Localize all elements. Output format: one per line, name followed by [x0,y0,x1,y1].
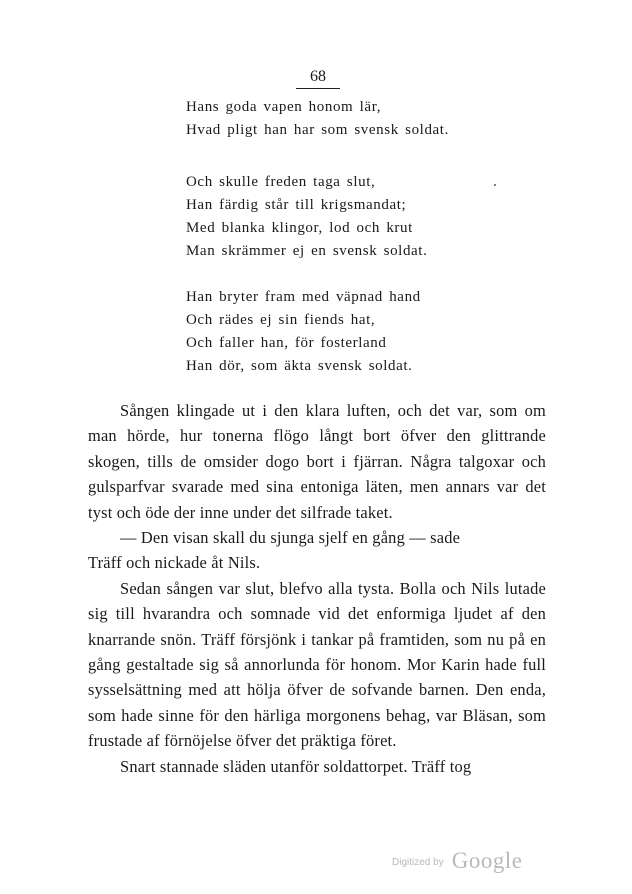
paragraph: Sången klingade ut i den klara luften, och det var, som om man hörde, hur tonerna flögo långt bort öfver den glittrande skogen, tills de omsider dogo bort i fjärran. Några talgoxar och gulsparfvar svarade med sina entoniga läten, men annars var det tyst och öde der inne under det silfrade taket. [88,401,546,522]
poem-line: Och rädes ej sin fiends hat, [186,312,376,328]
digitized-by-google-watermark [392,848,523,874]
paragraph: Sedan sången var slut, blefvo alla tysta. Bolla och Nils lutade sig till hvarandra och somnade vid det enformiga ljudet af den knarrande snön. Träff försjönk i tankar på framtiden, som nu på en gång gestaltade sig så annorlunda för honom. Mor Karin hade full sysselsättning med att hölja öfver de sofvande barnen. Den enda, som hade sinne för den härliga morgonens behag, var Bläsan, som frustade af förnöjelse öfver det präktiga föret. [88,578,546,751]
paragraph-continuation: Träff och nickade åt Nils. [88,553,261,573]
poem-line: Han bryter fram med väpnad hand [186,289,421,305]
prose-body [88,398,546,779]
poem-line: Hvad pligt han har som svensk soldat. [186,122,449,138]
paragraph: — Den visan skall du sjunga sjelf en gång — sade [120,528,461,548]
google-logo: Google [451,848,523,873]
poem-stanza-1 [186,96,449,142]
page-number: 68 [296,68,340,89]
poem-line: Man skrämmer ej en svensk soldat. [186,243,428,259]
poem-line: Och faller han, för fosterland [186,335,387,351]
poem-stanza-3 [186,286,421,378]
ink-speck [494,184,496,186]
poem-line: Med blanka klingor, lod och krut [186,220,413,236]
paragraph: Snart stannade släden utanför soldattorpet. Träff tog [120,756,472,776]
poem-stanza-2 [186,171,427,263]
watermark-prefix: Digitized by [392,857,444,868]
poem-line: Han färdig står till krigsmandat; [186,197,407,213]
poem-line: Han dör, som äkta svensk soldat. [186,358,413,374]
poem-line: Och skulle freden taga slut, [186,174,376,190]
poem-line: Hans goda vapen honom lär, [186,99,382,115]
